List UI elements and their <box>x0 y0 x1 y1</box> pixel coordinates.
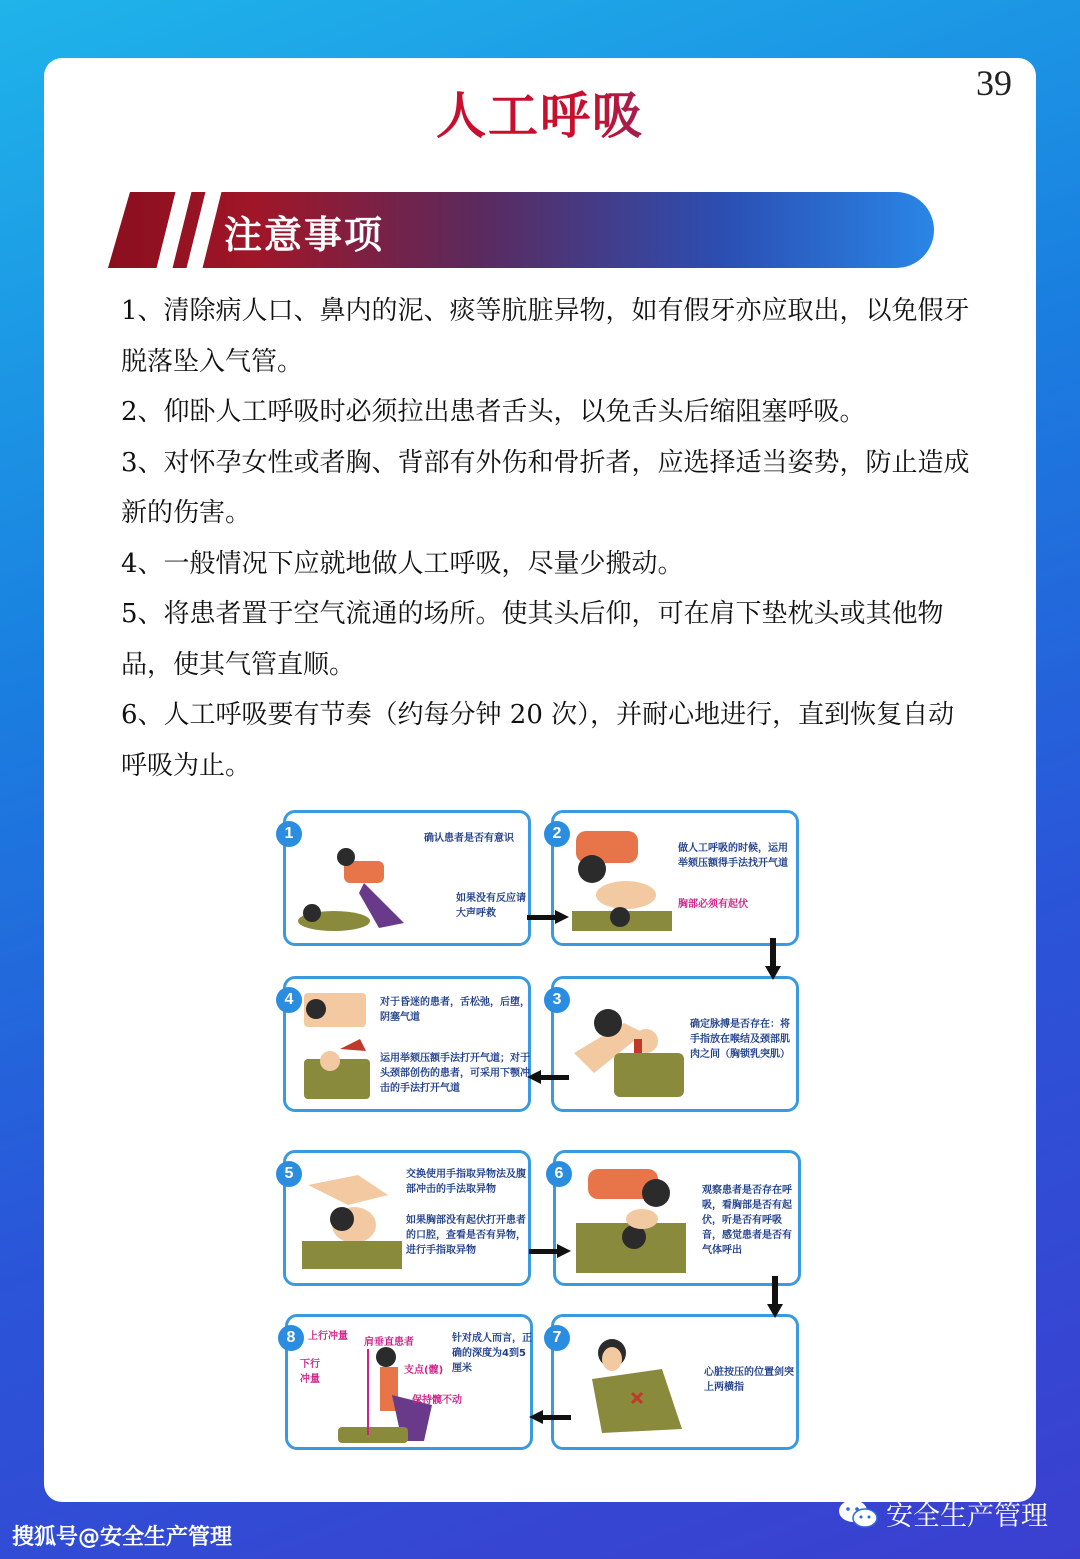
note-item: 1、清除病人口、鼻内的泥、痰等肮脏异物，如有假牙亦应取出，以免假牙脱落坠入气管。 <box>121 296 970 377</box>
illustration-check-pulse <box>564 993 688 1103</box>
wechat-icon <box>838 1499 878 1529</box>
step-text: 对于昏迷的患者，舌松弛，后堕，阴塞气道 <box>380 997 530 1023</box>
illustration-open-airway <box>568 825 678 935</box>
illustration-check-breathing <box>572 1163 692 1279</box>
diagram-label: 上行冲量 <box>308 1331 348 1342</box>
diagram-label: 保持髋不动 <box>412 1395 462 1406</box>
step-card-1 <box>283 810 531 946</box>
step-text: 运用举颏压额手法打开气道；对于头颈部创伤的患者，可采用下颚冲击的手法打开气道 <box>380 1053 530 1094</box>
page-card <box>44 58 1036 1502</box>
step-text: 确认患者是否有意识 <box>424 833 514 844</box>
step-number: 4 <box>276 987 302 1013</box>
step-number: 6 <box>546 1161 572 1187</box>
step-text: 心脏按压的位置剑突上两横指 <box>704 1367 794 1393</box>
section-banner <box>108 192 934 268</box>
step-text: 如果没有反应请大声呼救 <box>456 893 526 919</box>
step-number: 2 <box>544 821 570 847</box>
diagram-label: 支点(髋) <box>404 1365 444 1376</box>
step-number: 8 <box>278 1325 304 1351</box>
step-card-4 <box>283 976 531 1112</box>
step-number: 1 <box>276 821 302 847</box>
step-text: 交换使用手指取异物法及腹部冲击的手法取异物 <box>406 1169 526 1195</box>
illustration-compression-position <box>582 1333 702 1443</box>
step-card-5 <box>283 1150 531 1286</box>
step-text: 如果胸部没有起伏打开患者的口腔，查看是否有异物，进行手指取异物 <box>406 1215 526 1256</box>
step-card-2 <box>551 810 799 946</box>
step-card-7 <box>551 1314 799 1450</box>
note-item: 3、对怀孕女性或者胸、背部有外伤和骨折者，应选择适当姿势，防止造成新的伤害。 <box>121 447 970 528</box>
illustration-airway-obstruction <box>300 989 380 1105</box>
step-number: 5 <box>276 1161 302 1187</box>
note-item: 4、一般情况下应就地做人工呼吸，尽量少搬动。 <box>121 548 684 579</box>
arrow-left-icon <box>527 1070 569 1084</box>
notes-list <box>121 286 971 791</box>
diagram-label: 肩垂直患者 <box>364 1337 414 1348</box>
arrow-right-icon <box>527 910 569 924</box>
arrow-right-icon <box>529 1244 571 1258</box>
source-watermark: 搜狐号@安全生产管理 <box>12 1525 233 1550</box>
step-text: 胸部必须有起伏 <box>678 899 748 910</box>
step-number: 3 <box>544 987 570 1013</box>
page-title: 人工呼吸 <box>44 76 1036 148</box>
illustration-check-consciousness <box>294 843 424 939</box>
step-text: 针对成人而言，正确的深度为4到5厘米 <box>452 1333 532 1374</box>
section-heading: 注意事项 <box>224 213 385 257</box>
arrow-left-icon <box>529 1410 571 1424</box>
cpr-steps-diagram <box>271 810 811 1456</box>
diagram-label: 下行冲量 <box>300 1359 320 1385</box>
wechat-account-name: 安全生产管理 <box>886 1501 1048 1532</box>
step-number: 7 <box>544 1325 570 1351</box>
arrow-down-icon <box>765 938 781 980</box>
wechat-watermark <box>838 1494 1048 1533</box>
arrow-down-icon <box>767 1276 783 1318</box>
step-card-8 <box>285 1314 533 1450</box>
step-text: 观察患者是否存在呼吸，看胸部是否有起伏，听是否有呼吸音，感觉患者是否有气体呼出 <box>702 1185 792 1256</box>
note-item: 5、将患者置于空气流通的场所。使其头后仰，可在肩下垫枕头或其他物品，使其气管直顺。 <box>121 599 944 680</box>
note-item: 6、人工呼吸要有节奏（约每分钟 20 次），并耐心地进行，直到恢复自动呼吸为止。 <box>121 700 955 781</box>
step-text: 做人工呼吸的时候，运用举颏压额得手法找开气道 <box>678 843 788 869</box>
step-card-6 <box>553 1150 801 1286</box>
step-card-3 <box>551 976 799 1112</box>
note-item: 2、仰卧人工呼吸时必须拉出患者舌头，以免舌头后缩阻塞呼吸。 <box>121 397 866 427</box>
illustration-remove-foreign-body <box>298 1165 408 1275</box>
step-text: 确定脉搏是否存在：将手指放在喉结及颈部肌肉之间（胸锁乳突肌） <box>690 1019 790 1060</box>
